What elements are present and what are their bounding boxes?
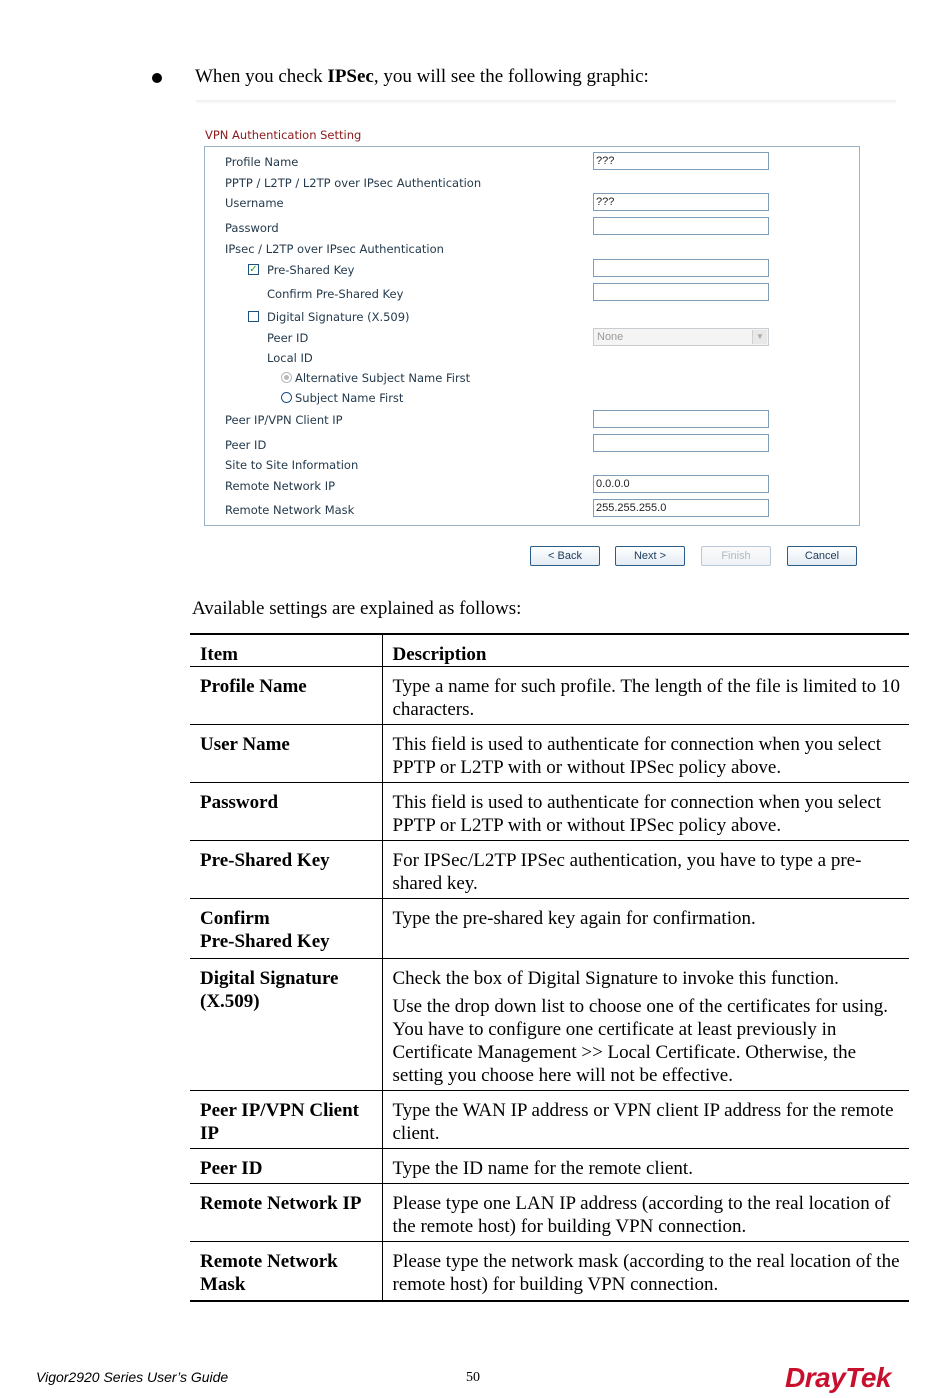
username-label: Username: [225, 196, 284, 210]
row-description: [382, 1091, 909, 1149]
peer-id-select-value: None: [597, 331, 624, 343]
row-description: [382, 1184, 909, 1242]
digital-signature-label: Digital Signature (X.509): [267, 310, 410, 324]
local-id-label: Local ID: [267, 351, 313, 365]
peer-id-sub-label: Peer ID: [267, 331, 309, 345]
row-description-paragraph: Check the box of Digital Signature to invoke this function.: [392, 968, 839, 989]
table-row: [190, 725, 909, 783]
row-description-paragraph: Type the ID name for the remote client.: [392, 1158, 693, 1179]
table-row: [190, 959, 909, 1091]
row-description-paragraph: For IPSec/L2TP IPSec authentication, you have to type a pre-shared key.: [392, 850, 862, 894]
row-item-line: Pre-Shared Key: [200, 931, 330, 952]
draytek-logo: DrayTek: [785, 1362, 891, 1393]
table-row: [190, 783, 909, 841]
row-description: [382, 783, 909, 841]
row-item: [190, 1149, 382, 1184]
back-button[interactable]: < Back: [530, 546, 600, 566]
remote-ip-input[interactable]: 0.0.0.0: [593, 475, 769, 493]
row-item-line: Pre-Shared Key: [200, 850, 330, 871]
table-row: [190, 667, 909, 725]
row-description: [382, 959, 909, 1091]
screenshot-top-edge: [196, 100, 896, 104]
row-description-paragraph: Type the pre-shared key again for confirmation.: [392, 908, 756, 929]
row-description-paragraph: This field is used to authenticate for connection when you select PPTP or L2TP with or without IPSec policy above.: [392, 734, 882, 778]
row-description-paragraph: This field is used to authenticate for connection when you select PPTP or L2TP with or without IPSec policy above.: [392, 792, 882, 836]
row-description-paragraph: Type the WAN IP address or VPN client IP address for the remote client.: [392, 1100, 894, 1144]
confirm-psk-input[interactable]: [593, 283, 769, 301]
alt-subject-radio[interactable]: [281, 372, 292, 383]
table-row: [190, 1149, 909, 1184]
row-description-paragraph: Please type the network mask (according to the real location of the remote host) for building VPN connection.: [392, 1251, 900, 1295]
row-item-line: Peer ID: [200, 1158, 263, 1179]
row-item-line: IP: [200, 1123, 219, 1144]
row-item-line: Peer IP/VPN Client: [200, 1100, 359, 1121]
remote-ip-label: Remote Network IP: [225, 479, 336, 493]
row-item-line: Password: [200, 792, 279, 813]
row-item: [190, 1184, 382, 1242]
settings-intro: Available settings are explained as follows:: [192, 598, 522, 619]
intro-bullet-text: When you check IPSec, you will see the following graphic:: [195, 66, 649, 87]
subject-name-label: Subject Name First: [295, 391, 404, 405]
row-description: [382, 667, 909, 725]
pptp-auth-heading: PPTP / L2TP / L2TP over IPsec Authentication: [225, 176, 482, 190]
pre-shared-key-checkbox[interactable]: ✓: [249, 264, 258, 275]
remote-mask-label: Remote Network Mask: [225, 503, 355, 517]
table-row: [190, 1091, 909, 1149]
row-description: [382, 899, 909, 959]
table-row: [190, 899, 909, 959]
section-title: VPN Authentication Setting: [205, 128, 362, 142]
ipsec-auth-heading: IPsec / L2TP over IPsec Authentication: [225, 242, 444, 256]
subject-name-radio[interactable]: [281, 392, 292, 403]
next-button[interactable]: Next >: [615, 546, 685, 566]
header-description: Description: [382, 634, 909, 667]
row-item-line: Confirm: [200, 908, 270, 929]
page-number: 50: [466, 1370, 480, 1385]
peer-ip-label: Peer IP/VPN Client IP: [225, 413, 343, 427]
alt-subject-label: Alternative Subject Name First: [295, 371, 471, 385]
row-item-line: Remote Network: [200, 1251, 338, 1272]
password-input[interactable]: [593, 217, 769, 235]
peer-ip-input[interactable]: [593, 410, 769, 428]
remote-mask-input[interactable]: 255.255.255.0: [593, 499, 769, 517]
pre-shared-key-input[interactable]: [593, 259, 769, 277]
peer-id-input[interactable]: [593, 434, 769, 452]
row-description: [382, 841, 909, 899]
row-description-paragraph: Use the drop down list to choose one of the certificates for using. You have to configure one certificate at least previously in Certificate Management >> Local Certificate. Otherwise, the setting you choose here will not be effective.: [392, 996, 888, 1086]
row-item: [190, 841, 382, 899]
site-info-heading: Site to Site Information: [225, 458, 359, 472]
finish-button[interactable]: Finish: [701, 546, 771, 566]
header-item: Item: [190, 634, 382, 667]
footer-guide-title: Vigor2920 Series User’s Guide: [36, 1369, 229, 1385]
profile-name-input[interactable]: ???: [593, 152, 769, 170]
vpn-auth-screenshot: [196, 100, 896, 570]
row-item: [190, 667, 382, 725]
row-item-line: User Name: [200, 734, 290, 755]
row-item: [190, 725, 382, 783]
row-description: [382, 1242, 909, 1301]
row-description: [382, 725, 909, 783]
password-label: Password: [225, 221, 279, 235]
table-row: [190, 1242, 909, 1301]
peer-id-select[interactable]: [593, 328, 769, 346]
row-item-line: Profile Name: [200, 676, 307, 697]
digital-signature-checkbox[interactable]: [248, 311, 259, 322]
row-description: [382, 1149, 909, 1184]
peer-id-label: Peer ID: [225, 438, 267, 452]
row-item: [190, 1242, 382, 1301]
row-description-paragraph: Please type one LAN IP address (according to the real location of the remote host) for building VPN connection.: [392, 1193, 891, 1237]
username-input[interactable]: ???: [593, 193, 769, 211]
row-item-line: (X.509): [200, 991, 260, 1012]
table-row: [190, 841, 909, 899]
cancel-button[interactable]: Cancel: [787, 546, 857, 566]
row-item: [190, 959, 382, 1091]
table-header-row: [190, 634, 909, 667]
settings-table: [190, 633, 909, 1302]
row-item-line: Remote Network IP: [200, 1193, 362, 1214]
row-item-line: Mask: [200, 1274, 246, 1295]
bullet-icon: [152, 73, 162, 83]
pre-shared-key-label: Pre-Shared Key: [267, 263, 355, 277]
row-item: [190, 899, 382, 959]
row-item-line: Digital Signature: [200, 968, 339, 989]
confirm-psk-label: Confirm Pre-Shared Key: [267, 287, 404, 301]
row-item: [190, 1091, 382, 1149]
row-description-paragraph: Type a name for such profile. The length of the file is limited to 10 characters.: [392, 676, 900, 720]
table-row: [190, 1184, 909, 1242]
chevron-down-icon: ▼: [752, 330, 767, 344]
profile-name-label: Profile Name: [225, 155, 299, 169]
row-item: [190, 783, 382, 841]
